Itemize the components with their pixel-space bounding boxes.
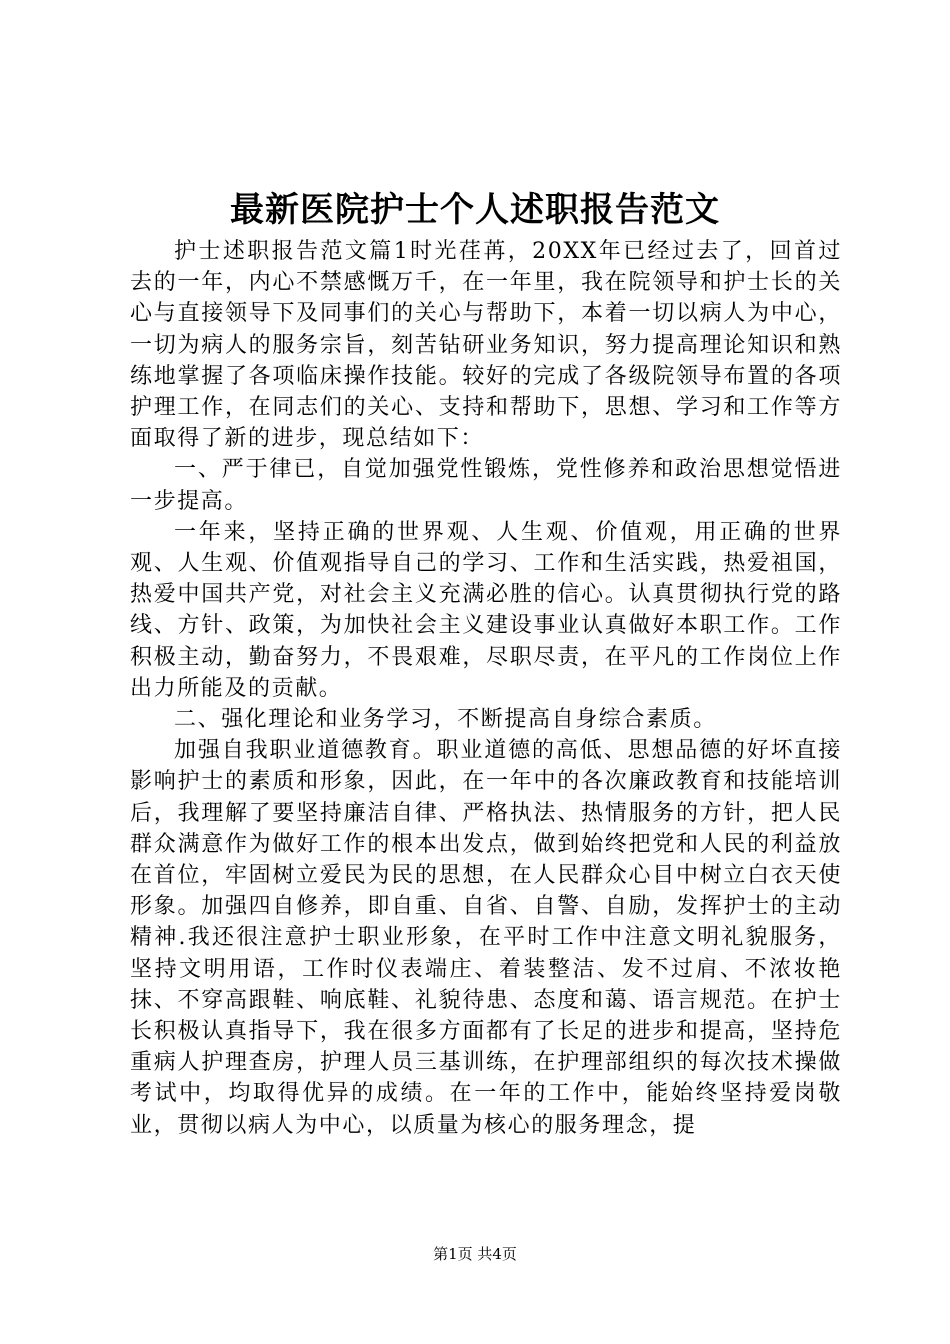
paragraph-section-heading-2: 二、强化理论和业务学习，不断提高自身综合素质。: [174, 707, 717, 733]
paragraph-intro: 护士述职报告范文篇1时光荏苒，20XX年已经过去了，回首过去的一年，内心不禁感慨万千，在一年里，我在院领导和护士长的关心与直接领导下及同事们的关心与帮助下，本着一切以病人为中心，一切为病人的服务宗旨，刻苦钻研业务知识，努力提高理论知识和熟练地掌握了各项临床操作技能。较好的完成了各级院领导布置的各项护理工作，在同志们的关心、支持和帮助下，思想、学习和工作等方面取得了新的进步，现总结如下：: [130, 239, 842, 452]
document-title: 最新医院护士个人述职报告范文: [230, 190, 720, 230]
page-number-footer: 第1页 共4页: [433, 1245, 517, 1263]
paragraph-section-heading-1: 一、严于律已，自觉加强党性锻炼，党性修养和政治思想觉悟进一步提高。: [130, 457, 842, 514]
document-body: [130, 236, 842, 1141]
paragraph-section-2-body: 加强自我职业道德教育。职业道德的高低、思想品德的好坏直接影响护士的素质和形象，因此，在一年中的各次廉政教育和技能培训后，我理解了要坚持廉洁自律、严格执法、热情服务的方针，把人民群众满意作为做好工作的根本出发点，做到始终把党和人民的利益放在首位，牢固树立爱民为民的思想，在人民群众心目中树立白衣天使形象。加强四自修养，即自重、自省、自警、自励，发挥护士的主动精神.我还很注意护士职业形象，在平时工作中注意文明礼貌服务，坚持文明用语，工作时仪表端庄、着装整洁、发不过肩、不浓妆艳抹、不穿高跟鞋、响底鞋、礼貌待患、态度和蔼、语言规范。在护士长积极认真指导下，我在很多方面都有了长足的进步和提高，坚持危重病人护理查房，护理人员三基训练，在护理部组织的每次技术操做考试中，均取得优异的成绩。在一年的工作中，能始终坚持爱岗敬业，贯彻以病人为中心，以质量为核心的服务理念，提: [130, 738, 842, 1138]
paragraph-section-1-body: 一年来，坚持正确的世界观、人生观、价值观，用正确的世界观、人生观、价值观指导自己的学习、工作和生活实践，热爱祖国，热爱中国共产党，对社会主义充满必胜的信心。认真贯彻执行党的路线、方针、政策，为加快社会主义建设事业认真做好本职工作。工作积极主动，勤奋努力，不畏艰难，尽职尽责，在平凡的工作岗位上作出力所能及的贡献。: [130, 519, 842, 701]
